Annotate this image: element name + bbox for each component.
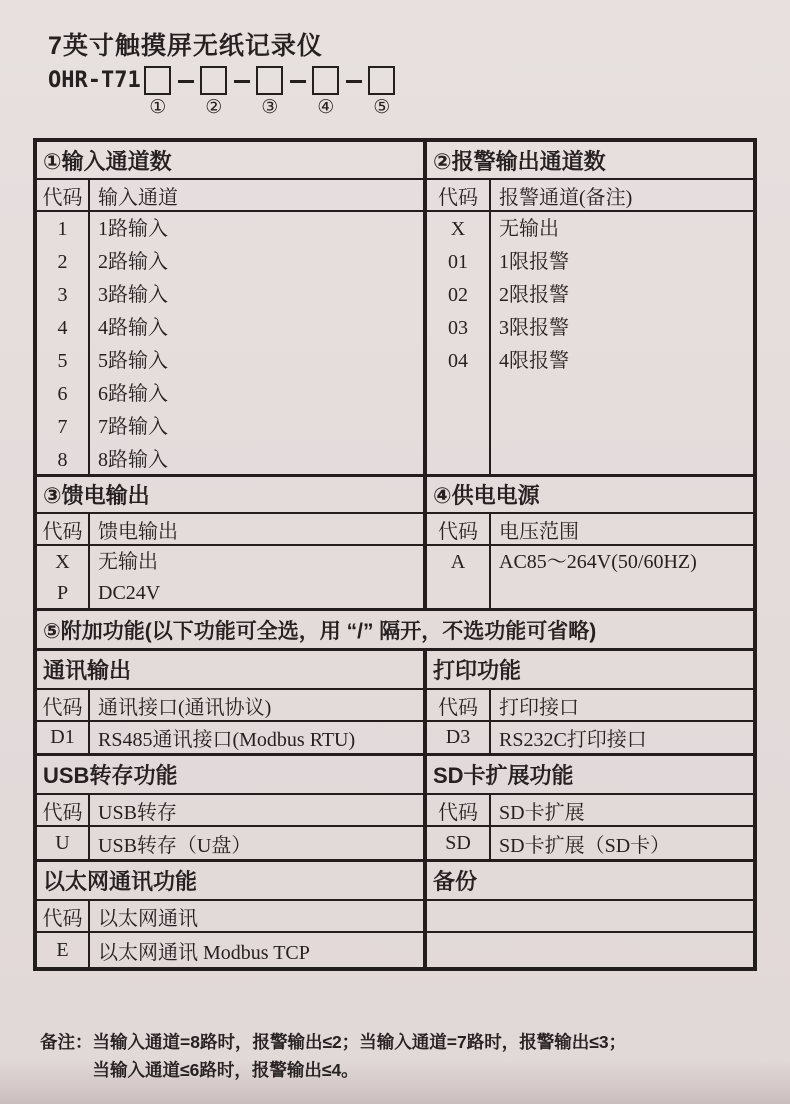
print-code-header: 代码 bbox=[427, 690, 491, 720]
column-headers-eth-backup bbox=[37, 899, 753, 931]
s3-code-column bbox=[37, 546, 90, 608]
table-cell: 无输出 bbox=[499, 218, 559, 240]
table-cell: 4路输入 bbox=[98, 317, 168, 339]
eth-desc-header: 以太网通讯 bbox=[90, 901, 427, 931]
table-cell: 3 bbox=[57, 284, 68, 306]
table-cell: D3 bbox=[427, 722, 491, 753]
section-titles-band-1 bbox=[37, 142, 753, 178]
data-band-comm-print bbox=[37, 720, 753, 753]
model-prefix: OHR-T71 bbox=[48, 68, 141, 93]
table-cell: X bbox=[55, 551, 70, 573]
backup-title: 备份 bbox=[433, 869, 478, 894]
column-headers-band-1 bbox=[37, 178, 753, 210]
table-cell: X bbox=[450, 218, 466, 240]
code-box-3 bbox=[256, 66, 283, 95]
section5-title: ⑤附加功能(以下功能可全选，用 “/” 隔开，不选功能可省略) bbox=[43, 619, 597, 643]
dash-separator bbox=[234, 80, 250, 83]
table-cell: 02 bbox=[448, 284, 468, 306]
backup-empty-row bbox=[427, 933, 753, 967]
code-box-1 bbox=[144, 66, 171, 95]
sd-title: SD卡扩展功能 bbox=[433, 763, 574, 788]
dash-separator bbox=[346, 80, 362, 83]
table-cell: E bbox=[37, 933, 90, 967]
section4-title: ④供电电源 bbox=[433, 483, 540, 508]
data-band-usb-sd bbox=[37, 825, 753, 859]
table-cell: 2限报警 bbox=[499, 284, 569, 306]
table-cell: 8 bbox=[57, 449, 68, 471]
table-cell: 5路输入 bbox=[98, 350, 168, 372]
data-band-eth-backup bbox=[37, 931, 753, 967]
table-cell: RS232C打印接口 bbox=[499, 729, 647, 751]
section1-title: ①输入通道数 bbox=[37, 142, 427, 178]
subsection-titles-comm-print bbox=[37, 648, 753, 688]
print-title: 打印功能 bbox=[433, 658, 522, 683]
usb-title: USB转存功能 bbox=[37, 756, 427, 793]
table-cell: 2 bbox=[57, 251, 68, 273]
s4-desc-column bbox=[491, 546, 753, 608]
section3-title: ③馈电输出 bbox=[37, 477, 427, 512]
table-cell: 以太网通讯 Modbus TCP bbox=[90, 933, 427, 967]
code-box-5 bbox=[368, 66, 395, 95]
eth-code-header: 代码 bbox=[37, 901, 90, 931]
table-cell: U bbox=[37, 827, 90, 859]
position-label-4: ④ bbox=[317, 97, 335, 118]
model-code-line bbox=[48, 66, 396, 118]
table-cell: SD bbox=[427, 827, 491, 859]
s4-code-header: 代码 bbox=[427, 514, 491, 544]
footnote-line-2: 当输入通道≤6路时，报警输出≤4。 bbox=[92, 1060, 359, 1080]
table-cell: 01 bbox=[448, 251, 468, 273]
table-cell: RS485通讯接口(Modbus RTU) bbox=[90, 722, 427, 753]
sd-code-header: 代码 bbox=[427, 795, 491, 825]
table-cell: 2路输入 bbox=[98, 251, 168, 273]
position-label-1: ① bbox=[149, 97, 167, 118]
s1-desc-header: 输入通道 bbox=[90, 180, 427, 210]
s4-code-column bbox=[427, 546, 491, 608]
section-titles-band-2 bbox=[37, 474, 753, 512]
table-cell: 5 bbox=[57, 350, 68, 372]
model-slot-4 bbox=[312, 66, 340, 118]
s1-code-column bbox=[37, 212, 90, 474]
footnote-line-1: 当输入通道=8路时，报警输出≤2；当输入通道=7路时，报警输出≤3； bbox=[92, 1032, 627, 1052]
subsection-titles-usb-sd bbox=[37, 753, 753, 793]
table-cell: D1 bbox=[37, 722, 90, 753]
table-cell: DC24V bbox=[98, 582, 161, 604]
code-box-4 bbox=[312, 66, 339, 95]
print-desc-header: 打印接口 bbox=[499, 696, 579, 719]
table-cell: 6 bbox=[57, 383, 68, 405]
ordering-table bbox=[33, 138, 757, 971]
model-slot-2 bbox=[200, 66, 228, 118]
model-slot-5 bbox=[368, 66, 396, 118]
table-cell: 4限报警 bbox=[499, 350, 569, 372]
table-cell: 无输出 bbox=[98, 551, 158, 573]
model-slot-3 bbox=[256, 66, 284, 118]
position-label-2: ② bbox=[205, 97, 223, 118]
table-cell: A bbox=[450, 551, 466, 573]
table-cell: 3限报警 bbox=[499, 317, 569, 339]
table-cell: 1 bbox=[57, 218, 68, 240]
table-cell: AC85～264V(50/60HZ) bbox=[499, 551, 697, 573]
dash-separator bbox=[290, 80, 306, 83]
comm-desc-header: 通讯接口(通讯协议) bbox=[90, 690, 427, 720]
comm-code-header: 代码 bbox=[37, 690, 90, 720]
s2-desc-header: 报警通道(备注) bbox=[499, 186, 633, 209]
table-cell: SD卡扩展（SD卡） bbox=[499, 834, 671, 857]
s2-code-header: 代码 bbox=[427, 180, 491, 210]
table-cell: 7 bbox=[57, 416, 68, 438]
column-headers-usb-sd bbox=[37, 793, 753, 825]
page-title: 7英寸触摸屏无纸记录仪 bbox=[48, 32, 323, 60]
s1-code-header: 代码 bbox=[37, 180, 90, 210]
dash-separator bbox=[178, 80, 194, 83]
backup-empty-row bbox=[427, 901, 753, 931]
table-cell: 03 bbox=[448, 317, 468, 339]
s3-desc-column bbox=[90, 546, 427, 608]
data-band-2 bbox=[37, 544, 753, 608]
position-label-5: ⑤ bbox=[373, 97, 391, 118]
model-slot-1 bbox=[144, 66, 172, 118]
s2-desc-column bbox=[491, 212, 753, 474]
table-cell: 7路输入 bbox=[98, 416, 168, 438]
usb-desc-header: USB转存 bbox=[90, 795, 427, 825]
s1-desc-column bbox=[90, 212, 427, 474]
table-cell: 8路输入 bbox=[98, 449, 168, 471]
table-cell: 6路输入 bbox=[98, 383, 168, 405]
footnote-label: 备注： bbox=[40, 1032, 93, 1052]
s3-desc-header: 馈电输出 bbox=[90, 514, 427, 544]
comm-title: 通讯输出 bbox=[37, 651, 427, 688]
column-headers-band-2 bbox=[37, 512, 753, 544]
table-cell: 1限报警 bbox=[499, 251, 569, 273]
section5-band bbox=[37, 608, 753, 648]
s4-desc-header: 电压范围 bbox=[499, 520, 579, 543]
section2-title: ②报警输出通道数 bbox=[433, 148, 606, 174]
position-label-3: ③ bbox=[261, 97, 279, 118]
s3-code-header: 代码 bbox=[37, 514, 90, 544]
data-band-1 bbox=[37, 210, 753, 474]
s2-code-column bbox=[427, 212, 491, 474]
table-cell: 1路输入 bbox=[98, 218, 168, 240]
table-cell: 04 bbox=[448, 350, 468, 372]
footnote-body bbox=[93, 1028, 627, 1084]
column-headers-comm-print bbox=[37, 688, 753, 720]
table-cell: 4 bbox=[57, 317, 68, 339]
ethernet-title: 以太网通讯功能 bbox=[37, 862, 427, 899]
table-cell: USB转存（U盘） bbox=[90, 827, 427, 859]
table-cell: P bbox=[56, 582, 69, 604]
code-box-2 bbox=[200, 66, 227, 95]
table-cell: 3路输入 bbox=[98, 284, 168, 306]
subsection-titles-eth-backup bbox=[37, 859, 753, 899]
usb-code-header: 代码 bbox=[37, 795, 90, 825]
footnote bbox=[40, 1028, 626, 1084]
sd-desc-header: SD卡扩展 bbox=[499, 801, 585, 824]
